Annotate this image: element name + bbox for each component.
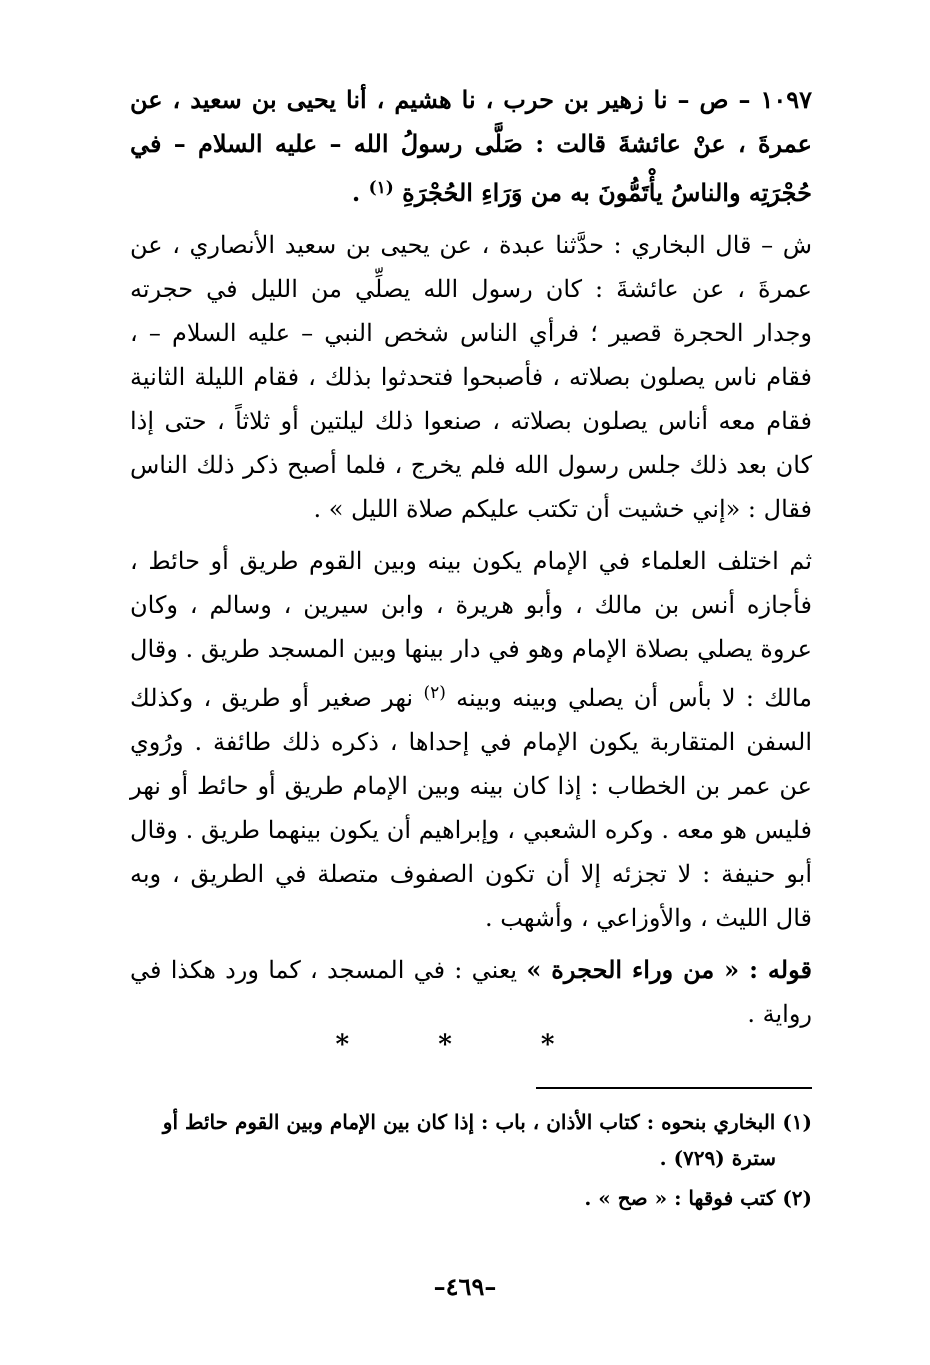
qawluh-heading: قوله : « من وراء الحجرة » xyxy=(526,955,812,984)
footnote-marker-1: (١) xyxy=(368,178,394,198)
footnote-2 xyxy=(130,1180,812,1216)
ikhtilaf-paragraph xyxy=(130,539,812,940)
footnote-divider xyxy=(536,1087,812,1089)
footnote-1-text: (١) البخاري بنحوه : كتاب الأذان ، باب : إذا كان بين الإمام وبين القوم حائط أو xyxy=(162,1110,812,1134)
footnotes xyxy=(130,1104,812,1220)
ikhtilaf-text-after: نهر صغير أو طريق ، وكذلك السفن المتقاربة يكون الإمام في إحداها ، ذكره ذلك طائفة . ورُوي عن عمر بن الخطاب : إذا كان بينه وبين الإمام طريق أو حائط أو نهر فليس هو معه . وكره الشعبي ، وإبراهيم أن يكون بينهما طريق . وقال أبو حنيفة : لا تجزئه إلا أن تكون الصفوف متصلة في الطريق ، وبه قال الليث ، والأوزاعي ، وأشهب . xyxy=(130,684,812,932)
hadith-end: . xyxy=(351,178,369,207)
qawluh-paragraph xyxy=(130,948,812,1036)
footnote-marker-2: (٢) xyxy=(423,683,446,703)
hadith-text: ص – نا زهير بن حرب ، نا هشيم ، أنا يحيى بن سعيد ، عن عمرةَ ، عنْ عائشةَ قالت : صَلَّى رسولُ الله – عليه السلام – في حُجْرَتِه والناسُ يأْتَمُّونَ به من وَرَاءِ الحُجْرَةِ xyxy=(130,85,812,207)
qawluh-text: يعني : في المسجد ، كما ورد هكذا في رواية . xyxy=(130,956,812,1028)
hadith-number: ١٠٩٧ – xyxy=(738,85,812,114)
sharh-paragraph: ش – قال البخاري : حدَّثنا عبدة ، عن يحيى بن سعيد الأنصاري ، عن عمرةَ ، عن عائشةَ : كان رسول الله يصلِّي من الليل في حجرته وجدار الحجرة قصير ؛ فرأي الناس شخص النبي – عليه السلام – ، فقام ناس يصلون بصلاته ، فأصبحوا فتحدثوا بذلك ، فقام الليلة الثانية فقام معه أناس يصلون بصلاته ، صنعوا ذلك ليلتين أو ثلاثاً ، حتى إذا كان بعد ذلك جلس رسول الله فلم يخرج ، فلما أصبح ذكر ذلك الناس فقال : «إني خشيت أن تكتب عليكم صلاة الليل » . xyxy=(130,231,812,523)
section-separator: * * * xyxy=(335,1030,595,1060)
hadith-paragraph xyxy=(130,78,812,215)
footnote-2-text: (٢) كتب فوقها : « صح » . xyxy=(584,1186,812,1210)
footnote-1 xyxy=(130,1104,812,1176)
footnote-1-continuation: سترة (٧٢٩) . xyxy=(659,1146,776,1170)
page-number: –٤٦٩– xyxy=(433,1272,497,1301)
ikhtilaf-text-before: ثم اختلف العلماء في الإمام يكون بينه وبين القوم طريق أو حائط ، فأجازه أنس بن مالك ، وأبو هريرة ، وابن سيرين ، وسالم ، وكان عروة يصلي بصلاة الإمام وهو في دار بينها وبين المسجد طريق . وقال مالك : لا بأس أن يصلي وبينه وبينه xyxy=(130,547,813,712)
